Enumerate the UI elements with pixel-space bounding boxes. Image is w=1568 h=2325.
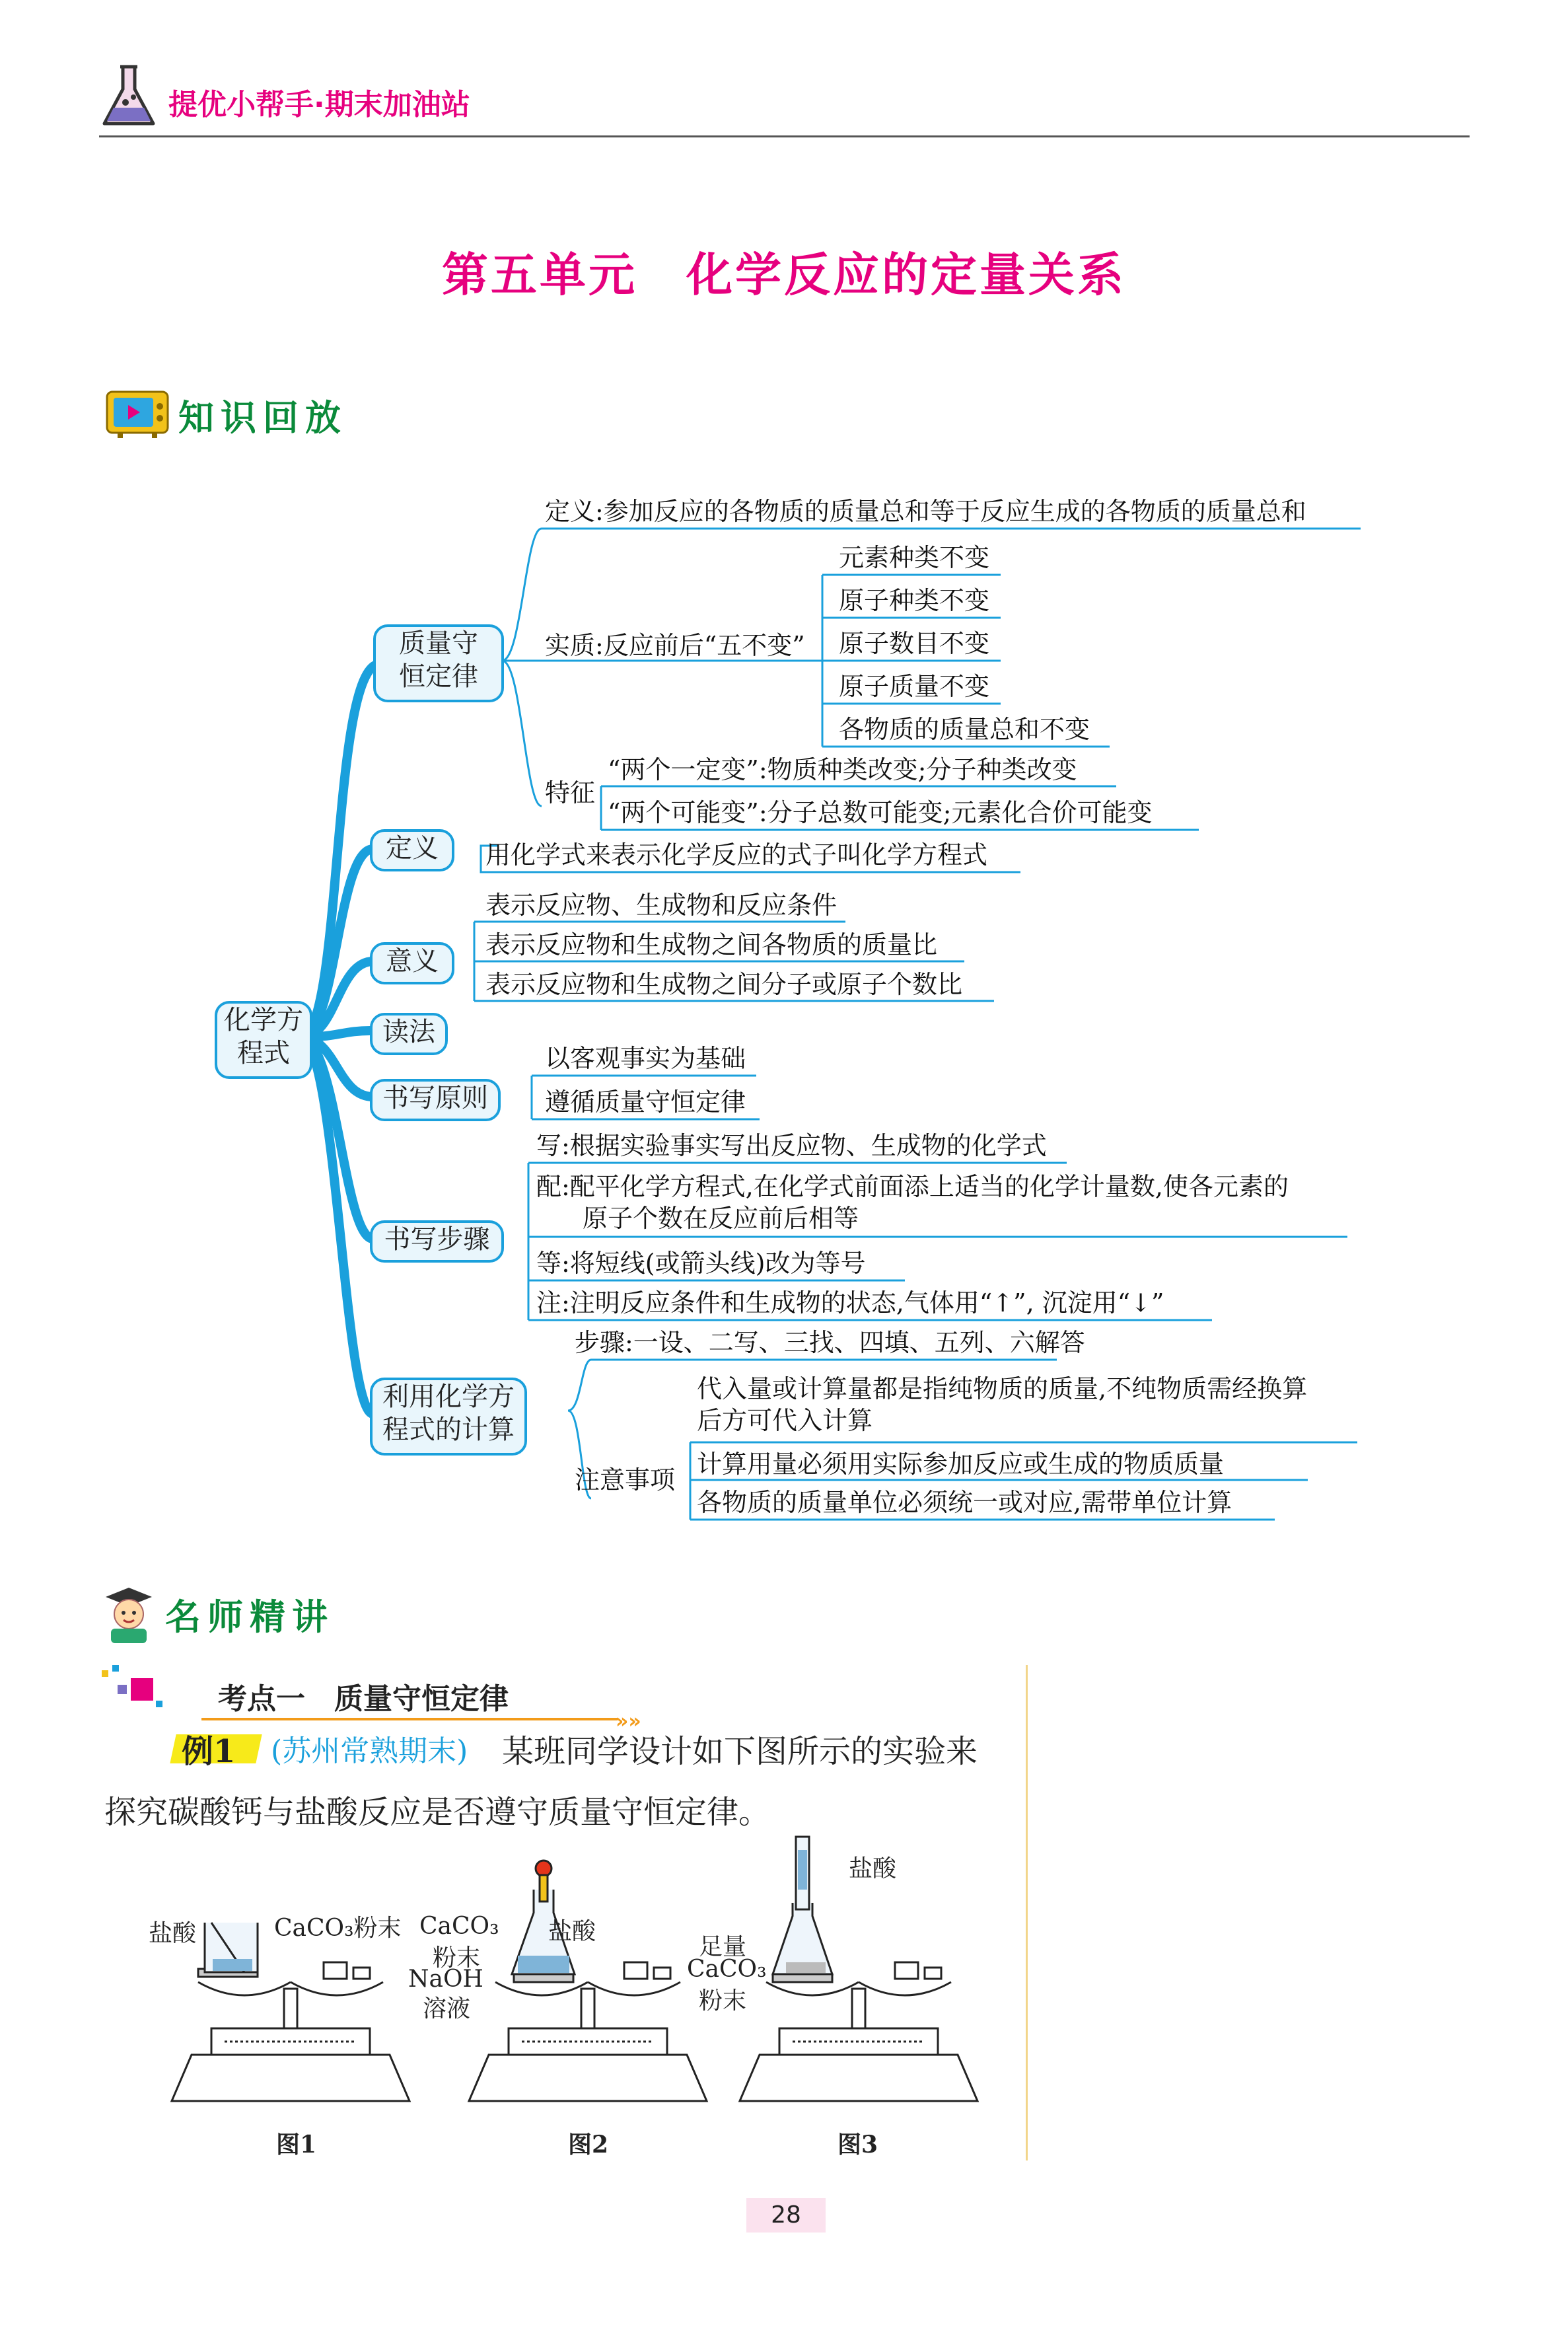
fig3-caco3-label: CaCO₃ [687, 1956, 767, 1983]
pixel-decoration-icon [99, 1665, 172, 1711]
fig1-caco3-label: CaCO₃粉末 [274, 1915, 402, 1942]
step-item: 原子个数在反应前后相等 [583, 1204, 859, 1233]
example-source: (苏州常熟期末) [271, 1734, 468, 1768]
fig3-enough-label: 足量 [699, 1933, 747, 1960]
node-steps: 书写步骤 [370, 1220, 504, 1263]
fig2-hcl-label: 盐酸 [548, 1918, 596, 1945]
meaning-item: 表示反应物和生成物之间各物质的质量比 [485, 930, 938, 959]
note-label: 注意事项 [575, 1465, 676, 1495]
five-item: 各物质的质量总和不变 [839, 715, 1090, 744]
feature-item: “两个一定变”:物质种类改变;分子种类改变 [608, 755, 1077, 784]
meaning-item: 表示反应物和生成物之间分子或原子个数比 [485, 970, 963, 999]
fig1-caption: 图1 [276, 2131, 317, 2159]
note-item: 代入量或计算量都是指纯物质的质量,不纯物质需经换算 [697, 1374, 1308, 1403]
node-principle: 书写原则 [370, 1079, 501, 1121]
example-line2: 探究碳酸钙与盐酸反应是否遵守质量守恒定律。 [104, 1794, 771, 1831]
section-teacher-explain: 名师精讲 [165, 1596, 334, 1638]
header-title: 提优小帮手·期末加油站 [168, 88, 470, 122]
node-meaning: 意义 [370, 942, 454, 984]
section-knowledge-review: 知识回放 [178, 397, 347, 439]
step-item: 配:配平化学方程式,在化学式前面添上适当的化学计量数,使各元素的 [536, 1172, 1289, 1201]
feature-item: “两个可能变”:分子总数可能变;元素化合价可能变 [608, 798, 1153, 827]
five-item: 原子质量不变 [839, 672, 990, 701]
node-reading: 读法 [370, 1013, 448, 1055]
node-definition: 定义 [370, 829, 454, 871]
fig2-powder-label: 粉末 [433, 1944, 481, 1972]
principle-item: 以客观事实为基础 [545, 1044, 746, 1073]
step-item: 写:根据实验事实写出反应物、生成物的化学式 [536, 1131, 1047, 1160]
node-root: 化学方 程式 [215, 1001, 312, 1079]
note-item: 后方可代入计算 [697, 1406, 873, 1435]
fig2-solution-label: 溶液 [423, 1995, 471, 2022]
fig3-hcl-label: 盐酸 [849, 1855, 897, 1882]
fig1-hcl-label: 盐酸 [149, 1920, 197, 1947]
five-item: 元素种类不变 [839, 543, 990, 572]
five-item: 原子数目不变 [839, 629, 990, 658]
essence-label: 实质:反应前后“五不变” [545, 631, 805, 660]
balance-1 [172, 1923, 410, 2101]
example-tag: 例1 [182, 1733, 236, 1770]
step-item: 注:注明反应条件和生成物的状态,气体用“↑”, 沉淀用“↓” [536, 1288, 1164, 1317]
calc-steps: 步骤:一设、二写、三找、四填、五列、六解答 [575, 1328, 1085, 1357]
fig3-powder-label: 粉末 [699, 1987, 747, 2014]
note-item: 计算用量必须用实际参加反应或生成的物质质量 [697, 1450, 1225, 1479]
feature-label: 特征 [545, 778, 596, 807]
fig2-caco3-label: CaCO₃ [419, 1913, 499, 1940]
node-calculation: 利用化学方 程式的计算 [370, 1378, 527, 1456]
column-divider [1026, 1665, 1028, 2160]
kaodian-title: 考点一 质量守恒定律 [218, 1682, 509, 1716]
equation-definition: 用化学式来表示化学反应的式子叫化学方程式 [485, 840, 988, 869]
page-number: 28 [771, 2201, 801, 2229]
example-line1: 某班同学设计如下图所示的实验来 [502, 1733, 978, 1770]
arrows-icon: »» [616, 1710, 641, 1733]
kaodian-underline [201, 1718, 618, 1720]
meaning-item: 表示反应物、生成物和反应条件 [485, 891, 837, 920]
fig3-caption: 图3 [837, 2131, 878, 2159]
teacher-icon [99, 1582, 159, 1645]
page-title: 第五单元 化学反应的定量关系 [442, 248, 1126, 302]
fig2-naoh-label: NaOH [408, 1966, 483, 1993]
fig2-caption: 图2 [568, 2131, 609, 2159]
step-item: 等:将短线(或箭头线)改为等号 [536, 1249, 866, 1278]
note-item: 各物质的质量单位必须统一或对应,需带单位计算 [697, 1488, 1232, 1517]
node-mass-conservation: 质量守 恒定律 [373, 624, 504, 702]
principle-item: 遵循质量守恒定律 [545, 1088, 746, 1117]
mass-law-definition: 定义:参加反应的各物质的质量总和等于反应生成的各物质的质量总和 [545, 497, 1306, 526]
balance-2 [469, 1861, 707, 2101]
five-item: 原子种类不变 [839, 586, 990, 615]
